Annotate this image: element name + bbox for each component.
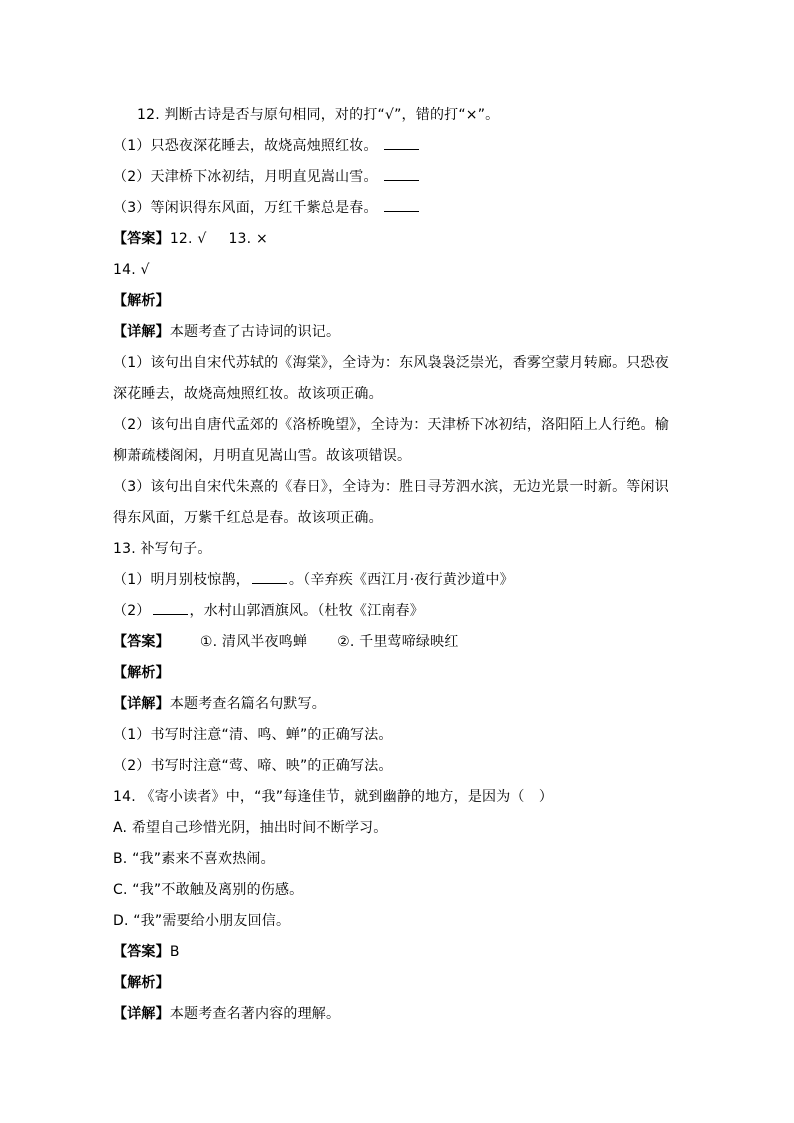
detail-tag: 【详解】 bbox=[113, 1006, 170, 1022]
detail-line: （3）该句出自宋代朱熹的《春日》，全诗为：胜日寻芳泗水滨，无边光景一时新。等闲识 bbox=[113, 479, 669, 495]
item-text-before: （1）明月别枝惊鹊， bbox=[113, 572, 250, 588]
option-a[interactable]: A. 希望自己珍惜光阴，抽出时间不断学习。 bbox=[113, 820, 388, 836]
question-13-item-2 bbox=[113, 596, 669, 627]
detail-line: （2）该句出自唐代孟郊的《洛桥晚望》，全诗为：天津桥下冰初结，洛阳陌上人行绝。榆 bbox=[113, 417, 669, 433]
item-text-after: ，水村山郭酒旗风。（杜牧《江南春》 bbox=[189, 603, 424, 619]
detail-intro-text: 本题考查名著内容的理解。 bbox=[169, 1006, 341, 1022]
answer-part-2: 13. × bbox=[228, 231, 268, 247]
question-12-stem: 12. 判断古诗是否与原句相同，对的打“√”，错的打“×”。 bbox=[137, 107, 500, 123]
answer-blank[interactable] bbox=[384, 135, 419, 150]
answer-value: B bbox=[169, 944, 180, 960]
detail-tag: 【详解】 bbox=[113, 324, 170, 340]
answer-part-1: ①. 清风半夜鸣蝉 bbox=[199, 634, 308, 650]
detail-intro-text: 本题考查了古诗词的识记。 bbox=[169, 324, 341, 340]
analysis-tag: 【解析】 bbox=[113, 293, 170, 309]
detail-intro-text: 本题考查名篇名句默写。 bbox=[169, 696, 327, 712]
item-text-before: （2） bbox=[113, 603, 151, 619]
question-12-item-3 bbox=[113, 193, 669, 224]
detail-line: （1）书写时注意“清、鸣、蝉”的正确写法。 bbox=[113, 727, 393, 743]
question-12-answer bbox=[113, 224, 669, 255]
question-13-answer bbox=[113, 627, 669, 658]
detail-intro bbox=[113, 689, 669, 720]
detail-intro bbox=[113, 317, 669, 348]
detail-line: （2）书写时注意“莺、啼、映”的正确写法。 bbox=[113, 758, 393, 774]
answer-blank[interactable] bbox=[384, 197, 419, 212]
question-14-stem: 14. 《寄小读者》中，“我”每逢佳节，就到幽静的地方，是因为（ ） bbox=[113, 789, 554, 805]
question-12-item-2 bbox=[113, 162, 669, 193]
detail-line: （1）该句出自宋代苏轼的《海棠》，全诗为：东风袅袅泛崇光，香雾空蒙月转廊。只恐夜 bbox=[113, 355, 669, 371]
item-text: （2）天津桥下冰初结，月明直见嵩山雪。 bbox=[113, 169, 378, 185]
question-13-stem: 13. 补写句子。 bbox=[113, 541, 212, 557]
answer-blank[interactable] bbox=[252, 569, 287, 584]
option-d[interactable]: D. “我”需要给小朋友回信。 bbox=[113, 913, 291, 929]
document-page bbox=[113, 100, 669, 1030]
answer-part-2: ②. 千里莺啼绿映红 bbox=[337, 634, 459, 650]
answer-part-1: 12. √ bbox=[169, 231, 207, 247]
question-12-answer-cont: 14. √ bbox=[113, 262, 150, 278]
question-14-answer bbox=[113, 937, 669, 968]
detail-tag: 【详解】 bbox=[113, 696, 170, 712]
item-text: （3）等闲识得东风面，万红千紫总是春。 bbox=[113, 200, 378, 216]
option-b[interactable]: B. “我”素来不喜欢热闹。 bbox=[113, 851, 275, 867]
option-c[interactable]: C. “我”不敢触及离别的伤感。 bbox=[113, 882, 304, 898]
answer-tag: 【答案】 bbox=[113, 231, 170, 247]
answer-tag: 【答案】 bbox=[113, 944, 170, 960]
detail-intro bbox=[113, 999, 669, 1030]
item-text: （1）只恐夜深花睡去，故烧高烛照红妆。 bbox=[113, 138, 378, 154]
detail-line: 深花睡去，故烧高烛照红妆。故该项正确。 bbox=[113, 386, 383, 402]
question-12-item-1 bbox=[113, 131, 669, 162]
analysis-tag: 【解析】 bbox=[113, 975, 170, 991]
detail-line: 得东风面，万紫千红总是春。故该项正确。 bbox=[113, 510, 383, 526]
answer-tag: 【答案】 bbox=[113, 634, 170, 650]
question-13-item-1 bbox=[113, 565, 669, 596]
analysis-tag: 【解析】 bbox=[113, 665, 170, 681]
item-text-after: 。（辛弃疾《西江月·夜行黄沙道中》 bbox=[288, 572, 514, 588]
detail-line: 柳萧疏楼阁闲，月明直见嵩山雪。故该项错误。 bbox=[113, 448, 412, 464]
answer-blank[interactable] bbox=[153, 600, 188, 615]
answer-blank[interactable] bbox=[384, 166, 419, 181]
